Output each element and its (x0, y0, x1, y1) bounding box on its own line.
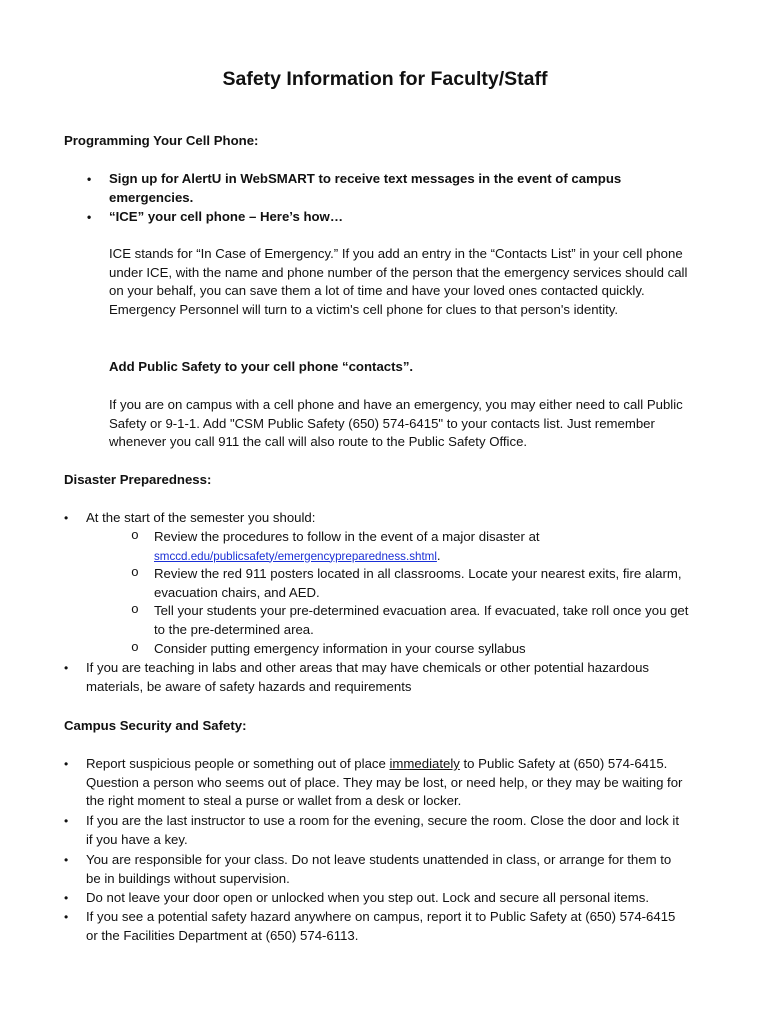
bullet-marker: • (87, 172, 92, 186)
bullet-semester-start (64, 509, 686, 528)
sub-item-evacuation (131, 602, 694, 639)
bullet-marker: • (64, 757, 69, 771)
bullet-responsible-text: You are responsible for your class. Do not leave students unattended in class, or arrange for them to be in buildings without supervision. (86, 852, 672, 886)
emergency-preparedness-link[interactable]: smccd.edu/publicsafety/emergencypreparedness.shtml (154, 549, 437, 563)
page-title: Safety Information for Faculty/Staff (222, 68, 548, 90)
sub-item-posters (131, 565, 694, 602)
bullet-door-text: Do not leave your door open or unlocked when you step out. Lock and secure all personal items. (86, 890, 650, 905)
bullet-ice-text: “ICE” your cell phone – Here’s how… (109, 209, 344, 224)
bullet-marker: • (64, 814, 69, 828)
bullet-hazard-text: If you see a potential safety hazard anywhere on campus, report it to Public Safety at (650) 574-6415 or the Facilities Department at (650) 574-6113. (86, 909, 676, 943)
section-heading-cell-phone: Programming Your Cell Phone: (64, 133, 259, 148)
sub-bullet-marker: o (131, 602, 139, 617)
bullet-alertu-text: Sign up for AlertU in WebSMART to receive text messages in the event of campus emergencies. (109, 171, 622, 205)
sub-item-procedures (131, 528, 694, 566)
report-underlined-word: immediately (389, 756, 460, 771)
bullet-marker: • (64, 661, 69, 675)
bullet-marker: • (87, 210, 92, 224)
sub-item-procedures-text: Review the procedures to follow in the event of a major disaster at (154, 529, 540, 544)
report-text-end: to Public Safety at (650) 574-6415. Question a person who seems out of place. They may be lost, or need help, or they may be waiting for the right moment to steal a purse or wallet from a desk or locker. (86, 756, 683, 809)
bullet-last-instructor-text: If you are the last instructor to use a room for the evening, secure the room. Close the door and lock it if you have a key. (86, 813, 680, 847)
bullet-marker: • (64, 511, 69, 525)
bullet-responsible (64, 851, 686, 888)
bullet-semester-start-text: At the start of the semester you should: (86, 510, 316, 525)
ice-paragraph: ICE stands for “In Case of Emergency.” If you add an entry in the “Contacts List” in your cell phone under ICE, with the name and phone number of the person that the emergency services should call on your behalf, you can save them a lot of time and have your loved ones contacted quickly. Emergency Personnel will turn to a victim's cell phone for clues to that person's identity. (109, 246, 688, 317)
bullet-report-suspicious (64, 755, 686, 811)
bullet-marker: • (64, 910, 69, 924)
report-text-start: Report suspicious people or something out of place (86, 756, 390, 771)
sub-bullet-marker: o (131, 640, 139, 655)
bullet-labs-text: If you are teaching in labs and other areas that may have chemicals or other potential hazardous materials, be aware of safety hazards and requirements (86, 660, 649, 694)
bullet-marker: • (64, 853, 69, 867)
bullet-alertu (87, 170, 629, 207)
bullet-labs (64, 659, 686, 696)
section-heading-disaster: Disaster Preparedness: (64, 472, 212, 487)
bullet-ice (87, 208, 709, 227)
link-period: . (436, 547, 441, 563)
sub-item-evacuation-text: Tell your students your pre-determined evacuation area. If evacuated, take roll once you get to the pre-determined area. (154, 603, 689, 637)
sub-bullet-marker: o (131, 528, 139, 543)
sub-item-syllabus-text: Consider putting emergency information in your course syllabus (154, 641, 526, 656)
campus-paragraph: If you are on campus with a cell phone and have an emergency, you may either need to call Public Safety or 9-1-1. Add "CSM Public Safety (650) 574-6415" to your contacts list. Just remember whenever you call 911 the call will also route to the Public Safety Office. (109, 397, 683, 450)
bullet-last-instructor (64, 812, 686, 849)
bullet-door (64, 889, 686, 908)
section-heading-security: Campus Security and Safety: (64, 718, 247, 733)
sub-bullet-marker: o (131, 565, 139, 580)
sub-item-syllabus (131, 640, 694, 659)
add-contacts-line: Add Public Safety to your cell phone “contacts”. (109, 359, 414, 374)
bullet-hazard (64, 908, 686, 945)
sub-item-posters-text: Review the red 911 posters located in all classrooms. Locate your nearest exits, fire alarm, evacuation chairs, and AED. (154, 566, 682, 600)
bullet-marker: • (64, 891, 69, 905)
